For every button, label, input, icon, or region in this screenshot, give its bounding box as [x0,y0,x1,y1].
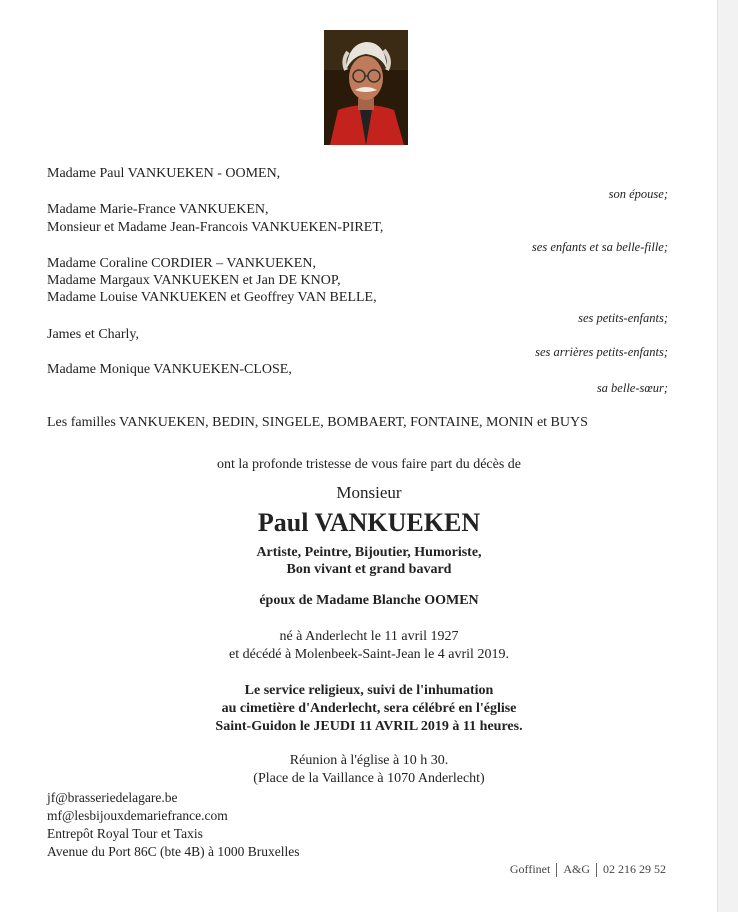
contact-address-line-1: Entrepôt Royal Tour et Taxis [47,826,203,841]
description-line-1: Artiste, Peintre, Bijoutier, Humoriste, [256,545,482,560]
credit-phone: 02 216 29 52 [603,862,666,876]
birth-line: né à Anderlecht le 11 avril 1927 [279,629,459,644]
child-name: Monsieur et Madame Jean-Francois VANKUEKEN-PIRET, [47,220,384,235]
contact-email-1[interactable]: jf@brasseriedelagare.be [47,790,178,805]
credit-brand: A&G [563,862,590,876]
funeral-home-credit [510,862,666,877]
portrait-image [324,30,408,145]
contact-email-2[interactable]: mf@lesbijouxdemariefrance.com [47,808,228,823]
intro-line: ont la profonde tristesse de vous faire part du décès de [216,457,521,472]
right-scrollbar-area [717,0,738,912]
sister-in-law-name: Madame Monique VANKUEKEN-CLOSE, [47,362,292,377]
grandchild-name: Madame Margaux VANKUEKEN et Jan DE KNOP, [47,273,341,288]
meeting-line: Réunion à l'église à 10 h 30. [289,753,449,768]
credit-divider [596,863,597,877]
spouse-role: son épouse; [608,187,668,201]
deceased-name: Paul VANKUEKEN [257,508,481,537]
grandchild-name: Madame Louise VANKUEKEN et Geoffrey VAN BELLE, [47,290,377,305]
grandchild-name: Madame Coraline CORDIER – VANKUEKEN, [47,256,316,271]
credit-company: Goffinet [509,862,551,876]
service-line-2: au cimetière d'Anderlecht, sera célébré en l'église [221,701,517,716]
honorific: Monsieur [336,483,402,502]
death-line: et décédé à Molenbeek-Saint-Jean le 4 avril 2019. [229,647,509,662]
families-line: Les familles VANKUEKEN, BEDIN, SINGELE, BOMBAERT, FONTAINE, MONIN et BUYS [47,415,588,430]
service-line-3: Saint-Guidon le JEUDI 11 AVRIL 2019 à 11 heures. [215,719,523,734]
description-line-2: Bon vivant et grand bavard [286,562,452,577]
portrait-painting [324,30,408,145]
sister-in-law-role: sa belle-sœur; [596,381,668,395]
spouse-of-line: époux de Madame Blanche OOMEN [259,593,479,608]
child-name: Madame Marie-France VANKUEKEN, [47,202,269,217]
meeting-address: (Place de la Vaillance à 1070 Anderlecht) [253,771,485,786]
spouse-name: Madame Paul VANKUEKEN - OOMEN, [47,166,281,181]
service-line-1: Le service religieux, suivi de l'inhumation [244,683,494,698]
children-role: ses enfants et sa belle-fille; [531,240,668,254]
credit-divider [556,863,557,877]
contact-address-line-2: Avenue du Port 86C (bte 4B) à 1000 Bruxelles [47,844,300,859]
great-grandchildren-names: James et Charly, [47,327,140,342]
grandchildren-role: ses petits-enfants; [578,311,668,325]
great-grandchildren-role: ses arrières petits-enfants; [535,345,668,359]
